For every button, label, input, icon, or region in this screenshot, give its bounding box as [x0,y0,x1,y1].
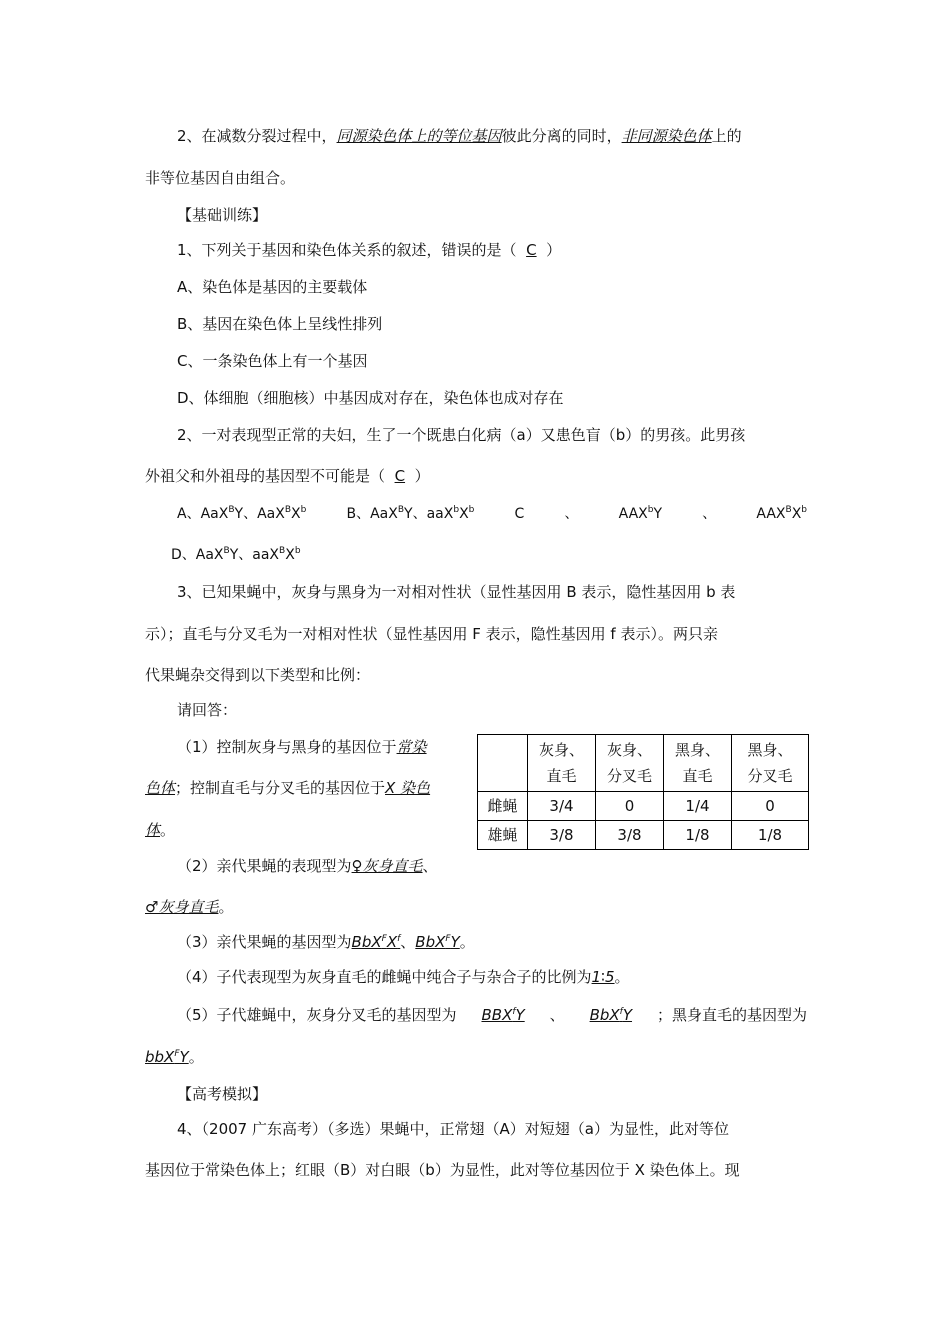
text: AAX [618,506,648,522]
text: ；控制直毛与分叉毛的基因位于 [175,779,386,797]
question-2-stem-line2 [145,466,430,486]
text: A、AaX [177,506,229,522]
table-header [732,735,809,792]
sub-4 [177,967,630,987]
option-b [346,504,474,524]
text: 外祖父和外祖母的基因型不可能是（ [145,467,386,485]
question-3-stem-line2: 示）；直毛与分叉毛为一对相对性状（显性基因用 F 表示，隐性基因用 f 表示）。两只亲 [145,625,718,643]
table-cell: 1/4 [664,792,732,821]
section-heading-basic: 【基础训练】 [177,206,268,224]
text: 灰身、 [538,741,584,759]
text: D、AaX [171,547,224,563]
text: Y [653,506,663,522]
sub-1-line3 [145,820,175,840]
question-3-stem-line3: 代果蝇杂交得到以下类型和比例： [145,666,371,684]
sup: F [174,1049,180,1059]
separator: 、 [702,506,717,522]
table-row [478,821,809,850]
text: Y、AaX [234,506,285,522]
sup: B [284,505,292,515]
text: Y [179,1048,189,1066]
table-cell: 0 [596,792,664,821]
text: Y [515,1006,525,1024]
text: 分叉毛 [747,767,793,785]
sup: F [381,934,387,944]
answer-underlined [415,933,459,951]
question-2-options [177,504,807,524]
table-header-row [478,735,809,792]
text: 1、下列关于基因和染色体关系的叙述，错误的是（ [177,241,517,259]
text: Y、aaX [404,506,454,522]
sub-2-line2 [145,897,233,917]
text: BBX [481,1006,513,1024]
answer-underlined: X 染色 [385,779,431,797]
text: 2、在减数分裂过程中， [177,127,337,145]
table-row-label: 雄蝇 [478,821,528,850]
text: X [291,506,301,522]
answer-underlined: C [394,467,406,485]
sup: b [453,505,460,515]
text: 、 [549,1006,565,1024]
answer-underlined: ♀灰身直毛 [351,857,423,875]
option-c-1 [619,504,662,524]
option-a: A、染色体是基因的主要载体 [177,278,368,296]
section-heading-gaokao: 【高考模拟】 [177,1085,268,1103]
table-cell: 3/8 [596,821,664,850]
table-cell: 0 [732,792,809,821]
text: BbX [415,933,446,951]
option-d [171,545,301,565]
text: B、AaX [346,506,398,522]
text: 。 [160,821,176,839]
text: BbX [589,1006,620,1024]
please-answer: 请回答： [177,701,238,719]
answer-underlined: C [526,241,537,259]
text: 黑身、 [747,741,793,759]
sup: b [647,505,654,515]
answer-underlined [590,1005,632,1025]
sup: b [468,505,475,515]
sub-3 [177,932,475,952]
table-row [478,792,809,821]
question-1-stem [177,240,561,260]
sup: b [294,546,301,556]
sub-1-line1 [177,737,427,757]
sup: f [619,1007,623,1017]
text: ；黑身直毛的基因型为 [656,1006,807,1024]
text: 直毛 [682,767,713,785]
text: Y [450,933,460,951]
answer-underlined: ♂灰身直毛 [145,898,219,916]
table-corner [478,735,528,792]
text: （4）子代表现型为灰身直毛的雌蝇中纯合子与杂合子的比例为 [177,968,592,986]
text: bbX [145,1048,175,1066]
question-3-stem: 3、已知果蝇中，灰身与黑身为一对相对性状（显性基因用 B 表示，隐性基因用 b 表 [177,583,736,601]
text: 、 [400,933,416,951]
sup: B [279,546,286,556]
answer-underlined: 非同源染色体 [621,127,712,145]
text: X [285,547,295,563]
sup: b [801,505,807,515]
answer-underlined: 色体 [145,779,176,797]
text: X [791,506,802,522]
sub-5-line1 [177,1005,807,1025]
text: 。 [614,968,630,986]
sup: F [445,934,451,944]
answer-underlined: 1∶5 [591,968,615,986]
option-c-label: C [514,506,525,522]
sup: b [300,505,307,515]
text: ） [546,241,562,259]
option-d: D、体细胞（细胞核）中基因成对存在，染色体也成对存在 [177,389,564,407]
text: （2）亲代果蝇的表现型为 [177,857,352,875]
table-cell: 1/8 [664,821,732,850]
sup: B [223,546,230,556]
text: AAX [756,506,786,522]
answer-underlined: 体 [145,821,161,839]
table-header [664,735,732,792]
results-table [477,734,809,850]
text: Y、aaX [229,547,280,563]
sup: f [397,934,401,944]
text: 直毛 [546,767,577,785]
text: X [459,506,469,522]
answer-underlined [352,933,401,951]
text: Y [622,1006,633,1024]
answer-underlined [481,1005,524,1025]
text: X [386,933,398,951]
separator: 、 [564,506,579,522]
text: （1）控制灰身与黑身的基因位于 [177,738,397,756]
text: ） [414,467,430,485]
text: （3）亲代果蝇的基因型为 [177,933,352,951]
answer-underlined: 常染 [396,738,427,756]
text: 彼此分离的同时， [501,127,622,145]
question-4-stem-line2: 基因位于常染色体上；红眼（B）对白眼（b）为显性，此对等位基因位于 X 染色体上。现 [145,1161,740,1179]
table-header [596,735,664,792]
option-c-2 [756,504,807,524]
table-cell: 1/8 [732,821,809,850]
table-cell: 3/8 [528,821,596,850]
para-line: 非等位基因自由组合。 [145,169,296,187]
table-cell: 3/4 [528,792,596,821]
text: BbX [351,933,382,951]
text: 。 [459,933,475,951]
option-b: B、基因在染色体上呈线性排列 [177,315,383,333]
sup: B [785,505,792,515]
table-row-label: 雌蝇 [478,792,528,821]
option-a [177,504,306,524]
table-header [528,735,596,792]
sup: B [397,505,405,515]
answer-underlined [145,1048,189,1066]
question-4-stem: 4、（2007 广东高考）（多选）果蝇中，正常翅（A）对短翅（a）为显性，此对等位 [177,1120,729,1138]
para-line [177,126,742,146]
answer-underlined: 同源染色体上的等位基因 [336,127,502,145]
text: 分叉毛 [606,767,652,785]
sup: B [228,505,235,515]
text: （5）子代雄蝇中，灰身分叉毛的基因型为 [177,1006,457,1024]
text: 黑身、 [674,741,720,759]
text: 上的 [711,127,742,145]
text: 灰身、 [606,741,652,759]
text: 、 [422,857,438,875]
question-2-stem: 2、一对表现型正常的夫妇，生了一个既患白化病（a）又患色盲（b）的男孩。此男孩 [177,426,746,444]
sup: f [512,1007,516,1017]
text: 。 [188,1048,204,1066]
option-c: C、一条染色体上有一个基因 [177,352,368,370]
text: 。 [218,898,234,916]
sub-5-line2 [145,1047,204,1067]
sub-1-line2 [145,778,430,798]
sub-2-line1 [177,856,438,876]
